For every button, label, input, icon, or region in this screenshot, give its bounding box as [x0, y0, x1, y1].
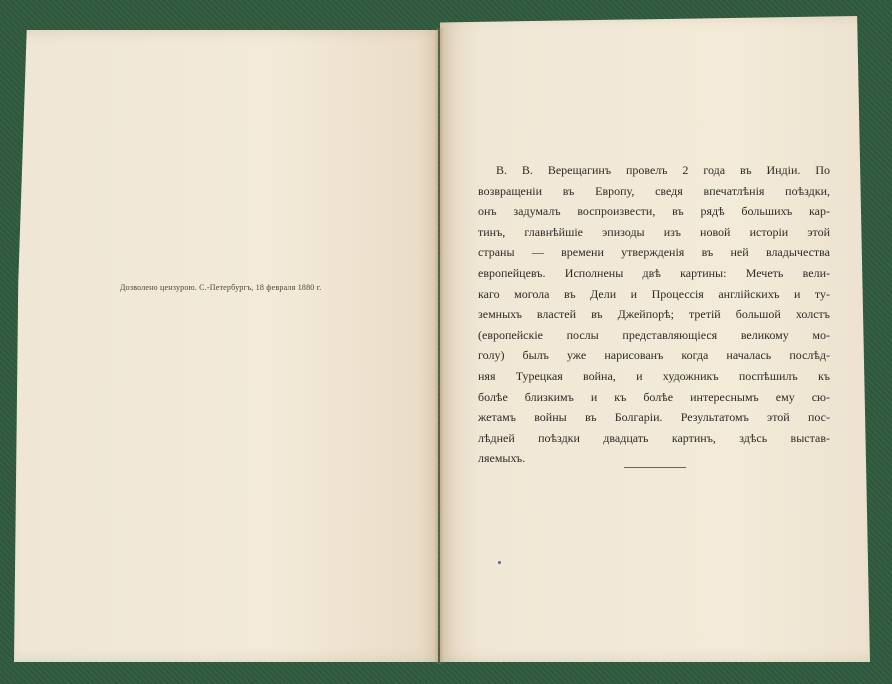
- divider-rule: [624, 467, 686, 468]
- book-gutter: [434, 28, 444, 664]
- text-line: лѣдней поѣздки двадцать картинъ, здѣсь выстав-: [478, 430, 830, 445]
- text-line: онъ задумалъ воспроизвести, въ рядѣ большихъ кар-: [478, 204, 830, 219]
- censorship-note: Дозволено цензурою. С.-Петербургъ, 18 февраля 1880 г.: [120, 283, 322, 292]
- text-line: болѣе близкимъ и къ болѣе интереснымъ ему сю-: [478, 389, 830, 404]
- ink-spot: [498, 561, 501, 564]
- text-line: возвращеніи въ Европу, сведя впечатлѣнія поѣздки,: [478, 183, 830, 198]
- text-line: (европейскіе послы представляющіеся великому мо-: [478, 327, 830, 342]
- text-line: европейцевъ. Исполнены двѣ картины: Мечеть вели-: [478, 265, 830, 280]
- text-line: няя Турецкая война, и художникъ поспѣшилъ къ: [478, 368, 830, 383]
- body-text: [478, 160, 830, 469]
- text-line: каго могола въ Дели и Процессія англійскихъ и ту-: [478, 286, 830, 301]
- left-page: [14, 30, 438, 662]
- text-line: ляемыхъ.: [478, 451, 526, 466]
- text-line: В. В. Верещагинъ провелъ 2 года въ Индіи. По: [496, 163, 830, 177]
- text-line: земныхъ властей въ Джейпорѣ; третій большой холстъ: [478, 307, 830, 322]
- text-line: голу) былъ уже нарисованъ когда началась послѣд-: [478, 348, 830, 363]
- text-line: страны — времени утвержденія въ ней владычества: [478, 245, 830, 260]
- text-line: жетамъ войны въ Болгаріи. Результатомъ этой пос-: [478, 410, 830, 425]
- text-line: тинъ, главнѣйшіе эпизоды изъ новой исторіи этой: [478, 224, 830, 239]
